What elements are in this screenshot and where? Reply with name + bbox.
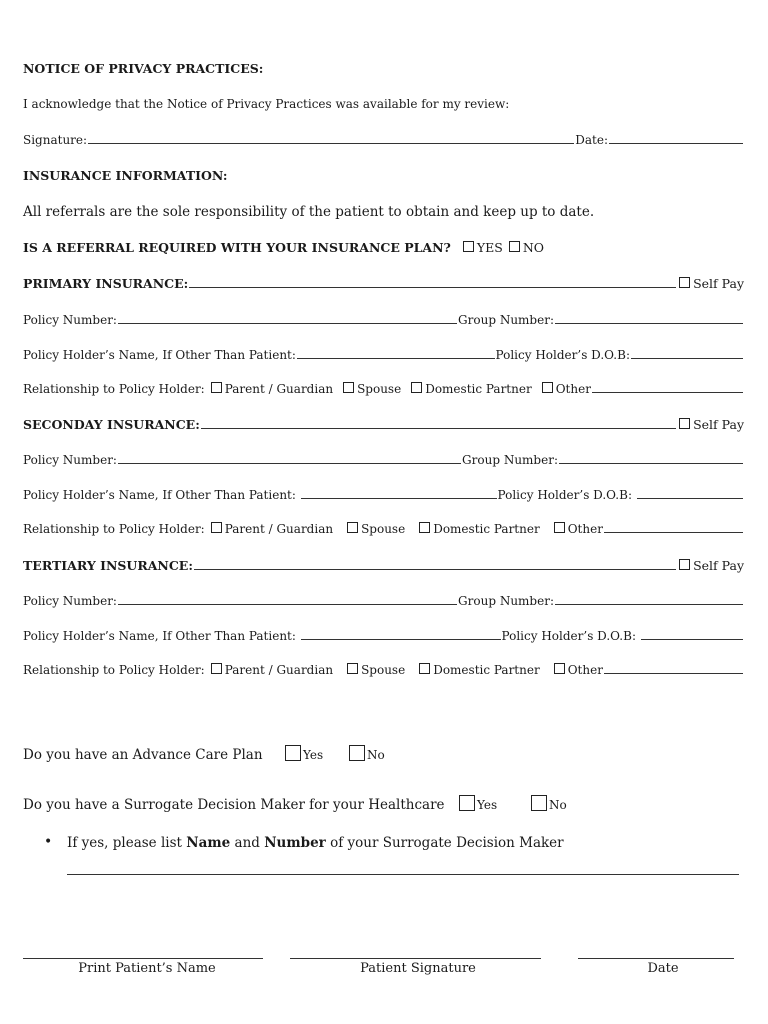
patient-signature-line[interactable] bbox=[290, 958, 541, 959]
tertiary-spouse-checkbox[interactable] bbox=[347, 663, 358, 674]
primary-other-field[interactable] bbox=[592, 392, 743, 393]
tertiary-self-pay-checkbox[interactable] bbox=[679, 559, 690, 570]
date-label: Date: bbox=[575, 133, 608, 147]
group-number-label: Group Number: bbox=[458, 313, 554, 327]
advance-care-question: Do you have an Advance Care Plan bbox=[23, 747, 263, 763]
primary-group-number-field[interactable] bbox=[555, 323, 743, 324]
signature-field[interactable] bbox=[88, 143, 574, 144]
surrogate-no-checkbox[interactable] bbox=[531, 795, 547, 811]
tertiary-other-field[interactable] bbox=[604, 673, 743, 674]
tertiary-holder-row bbox=[23, 629, 744, 643]
tertiary-policy-number-field[interactable] bbox=[118, 604, 457, 605]
bullet-icon: • bbox=[44, 834, 53, 850]
referral-question: IS A REFERRAL REQUIRED WITH YOUR INSURANCE PLAN? bbox=[23, 240, 451, 255]
relationship-label: Relationship to Policy Holder: bbox=[23, 522, 205, 536]
primary-self-pay-label: Self Pay bbox=[693, 276, 744, 291]
partner-label: Domestic Partner bbox=[425, 382, 532, 396]
signature-date-label: Date bbox=[647, 961, 679, 976]
patient-signature-label: Patient Signature bbox=[360, 961, 476, 976]
advance-no-label: No bbox=[367, 748, 385, 762]
secondary-other-checkbox[interactable] bbox=[554, 522, 565, 533]
tertiary-group-number-field[interactable] bbox=[555, 604, 743, 605]
referral-question-row bbox=[23, 240, 744, 255]
group-number-label: Group Number: bbox=[462, 453, 558, 467]
tertiary-other-checkbox[interactable] bbox=[554, 663, 565, 674]
primary-partner-checkbox[interactable] bbox=[411, 382, 422, 393]
surrogate-question: Do you have a Surrogate Decision Maker for your Healthcare bbox=[23, 797, 445, 813]
referral-yes-checkbox[interactable] bbox=[463, 241, 474, 252]
holder-dob-label: Policy Holder’s D.O.B: bbox=[497, 488, 632, 502]
secondary-insurance-field[interactable] bbox=[201, 428, 676, 429]
policy-number-label: Policy Number: bbox=[23, 453, 117, 467]
primary-holder-name-field[interactable] bbox=[297, 358, 495, 359]
primary-insurance-field[interactable] bbox=[189, 287, 676, 288]
print-name-line[interactable] bbox=[23, 958, 263, 959]
secondary-insurance-label: SECONDAY INSURANCE: bbox=[23, 417, 200, 432]
other-label: Other bbox=[567, 663, 603, 677]
primary-self-pay-checkbox[interactable] bbox=[679, 277, 690, 288]
privacy-heading: NOTICE OF PRIVACY PRACTICES: bbox=[23, 61, 264, 76]
date-field[interactable] bbox=[609, 143, 743, 144]
parent-label: Parent / Guardian bbox=[224, 663, 334, 677]
tertiary-partner-checkbox[interactable] bbox=[419, 663, 430, 674]
secondary-partner-checkbox[interactable] bbox=[419, 522, 430, 533]
referral-note: All referrals are the sole responsibility of the patient to obtain and keep up to date. bbox=[23, 204, 595, 220]
tertiary-relationship-row bbox=[23, 663, 744, 677]
holder-dob-label: Policy Holder’s D.O.B: bbox=[501, 629, 636, 643]
tertiary-insurance-label: TERTIARY INSURANCE: bbox=[23, 558, 193, 573]
secondary-parent-checkbox[interactable] bbox=[211, 522, 222, 533]
tertiary-holder-name-field[interactable] bbox=[301, 639, 501, 640]
signature-label: Signature: bbox=[23, 133, 88, 147]
holder-name-label: Policy Holder’s Name, If Other Than Patient: bbox=[23, 488, 296, 502]
tertiary-insurance-row bbox=[23, 558, 744, 573]
privacy-signature-row bbox=[23, 133, 744, 147]
secondary-other-field[interactable] bbox=[604, 532, 743, 533]
policy-number-label: Policy Number: bbox=[23, 594, 117, 608]
holder-dob-label: Policy Holder’s D.O.B: bbox=[495, 348, 630, 362]
primary-relationship-row bbox=[23, 382, 744, 396]
tertiary-parent-checkbox[interactable] bbox=[211, 663, 222, 674]
primary-policy-number-field[interactable] bbox=[118, 323, 457, 324]
primary-holder-dob-field[interactable] bbox=[631, 358, 743, 359]
spouse-label: Spouse bbox=[357, 382, 402, 396]
partner-label: Domestic Partner bbox=[433, 522, 540, 536]
advance-yes-checkbox[interactable] bbox=[285, 745, 301, 761]
tertiary-insurance-field[interactable] bbox=[194, 569, 676, 570]
print-name-label: Print Patient’s Name bbox=[78, 961, 216, 976]
parent-label: Parent / Guardian bbox=[224, 522, 334, 536]
primary-holder-row bbox=[23, 348, 744, 362]
secondary-relationship-row bbox=[23, 522, 744, 536]
referral-yes-label: YES bbox=[476, 240, 503, 255]
secondary-insurance-row bbox=[23, 417, 744, 432]
secondary-group-number-field[interactable] bbox=[559, 463, 743, 464]
primary-other-checkbox[interactable] bbox=[542, 382, 553, 393]
secondary-spouse-checkbox[interactable] bbox=[347, 522, 358, 533]
relationship-label: Relationship to Policy Holder: bbox=[23, 663, 205, 677]
primary-insurance-label: PRIMARY INSURANCE: bbox=[23, 276, 189, 291]
policy-number-label: Policy Number: bbox=[23, 313, 117, 327]
other-label: Other bbox=[567, 522, 603, 536]
secondary-holder-dob-field[interactable] bbox=[637, 498, 743, 499]
surrogate-row bbox=[23, 793, 744, 813]
privacy-acknowledgement: I acknowledge that the Notice of Privacy Practices was available for my review: bbox=[23, 97, 510, 111]
surrogate-yes-label: Yes bbox=[477, 798, 498, 812]
surrogate-yes-checkbox[interactable] bbox=[459, 795, 475, 811]
other-label: Other bbox=[555, 382, 591, 396]
advance-no-checkbox[interactable] bbox=[349, 745, 365, 761]
secondary-holder-row bbox=[23, 488, 744, 502]
relationship-label: Relationship to Policy Holder: bbox=[23, 382, 205, 396]
partner-label: Domestic Partner bbox=[433, 663, 540, 677]
tertiary-self-pay-label: Self Pay bbox=[693, 558, 744, 573]
primary-spouse-checkbox[interactable] bbox=[343, 382, 354, 393]
advance-care-row bbox=[23, 743, 744, 763]
referral-no-label: NO bbox=[522, 240, 544, 255]
surrogate-field[interactable] bbox=[67, 874, 739, 875]
surrogate-no-label: No bbox=[549, 798, 567, 812]
tertiary-policy-row bbox=[23, 594, 744, 608]
primary-parent-checkbox[interactable] bbox=[211, 382, 222, 393]
primary-policy-row bbox=[23, 313, 744, 327]
spouse-label: Spouse bbox=[361, 522, 406, 536]
surrogate-instruction: If yes, please list Name and Number of your Surrogate Decision Maker bbox=[67, 835, 564, 851]
referral-no-checkbox[interactable] bbox=[509, 241, 520, 252]
date-line[interactable] bbox=[578, 958, 734, 959]
insurance-heading: INSURANCE INFORMATION: bbox=[23, 168, 228, 183]
spouse-label: Spouse bbox=[361, 663, 406, 677]
group-number-label: Group Number: bbox=[458, 594, 554, 608]
parent-label: Parent / Guardian bbox=[224, 382, 334, 396]
secondary-holder-name-field[interactable] bbox=[301, 498, 497, 499]
secondary-policy-number-field[interactable] bbox=[118, 463, 461, 464]
advance-yes-label: Yes bbox=[303, 748, 324, 762]
holder-name-label: Policy Holder’s Name, If Other Than Patient: bbox=[23, 629, 296, 643]
tertiary-holder-dob-field[interactable] bbox=[641, 639, 743, 640]
holder-name-label: Policy Holder’s Name, If Other Than Patient: bbox=[23, 348, 296, 362]
secondary-self-pay-label: Self Pay bbox=[693, 417, 744, 432]
primary-insurance-row bbox=[23, 276, 744, 291]
secondary-policy-row bbox=[23, 453, 744, 467]
secondary-self-pay-checkbox[interactable] bbox=[679, 418, 690, 429]
